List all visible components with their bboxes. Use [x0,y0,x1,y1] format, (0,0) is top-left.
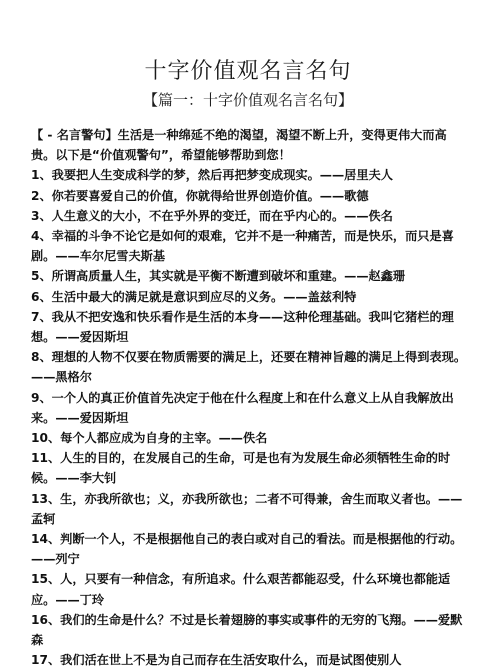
quote-item: 11、人生的目的，在发展自己的生命，可是也有为发展生命必须牺牲生命的时候。——李大钊 [31,451,451,486]
quote-item: 7、我从不把安逸和快乐看作是生活的本身——这种伦理基础。我叫它猪栏的理想。——爱因斯坦 [31,309,454,345]
quote-item: 10、每个人都应成为自身的主宰。——佚名 [31,431,268,446]
quote-item: 3、人生意义的大小，不在乎外界的变迁，而在乎内心的。——佚名 [31,208,393,223]
quote-item: 2、你若要喜爱自己的价值，你就得给世界创造价值。——歌德 [31,188,369,203]
quote-item: 1、我要把人生变成科学的梦，然后再把梦变成现实。——居里夫人 [31,168,393,183]
quote-item: 17、我们活在世上不是为自己而存在生活安取什么，而是试图使别人 [31,653,402,668]
quote-item: 15、人，只要有一种信念，有所追求。什么艰苦都能忍受，什么环境也都能适应。——丁玲 [31,572,451,607]
section-subtitle: 【篇一：十字价值观名言名句】 [142,91,353,109]
quote-item: 5、所谓高质量人生，其实就是平衡不断遭到破坏和重建。——赵鑫珊 [31,269,406,284]
page-title: 十字价值观名言名句 [144,59,352,84]
quote-item: 16、我们的生命是什么？不过是长着翅膀的事实或事件的无穷的飞翔。——爱默森 [31,612,463,648]
quote-item: 4、幸福的斗争不论它是如何的艰难，它并不是一种痛苦，而是快乐，而只是喜剧。——车尔尼雪夫斯基 [31,229,454,264]
document-body [0,125,496,670]
quote-item: 14、判断一个人，不是根据他自己的表白或对自己的看法。而是根据他的行动。——列宁 [31,532,463,567]
intro-paragraph: 【 - 名言警句】生活是一种绵延不绝的渴望，渴望不断上升，变得更伟大而高贵。以下是“价值观警句”，希望能够帮助到您！ [31,128,447,163]
quote-item: 6、生活中最大的满足就是意识到应尽的义务。——盖兹利特 [31,289,357,304]
quote-item: 8、理想的人物不仅要在物质需要的满足上，还要在精神旨趣的满足上得到表现。——黑格尔 [31,350,467,385]
quote-item: 9、一个人的真正价值首先决定于他在什么程度上和在什么意义上从自我解放出来。——爱因斯坦 [31,390,454,425]
quote-item: 13、生，亦我所欲也；义，亦我所欲也；二者不可得兼，舍生而取义者也。——孟轲 [31,491,463,526]
